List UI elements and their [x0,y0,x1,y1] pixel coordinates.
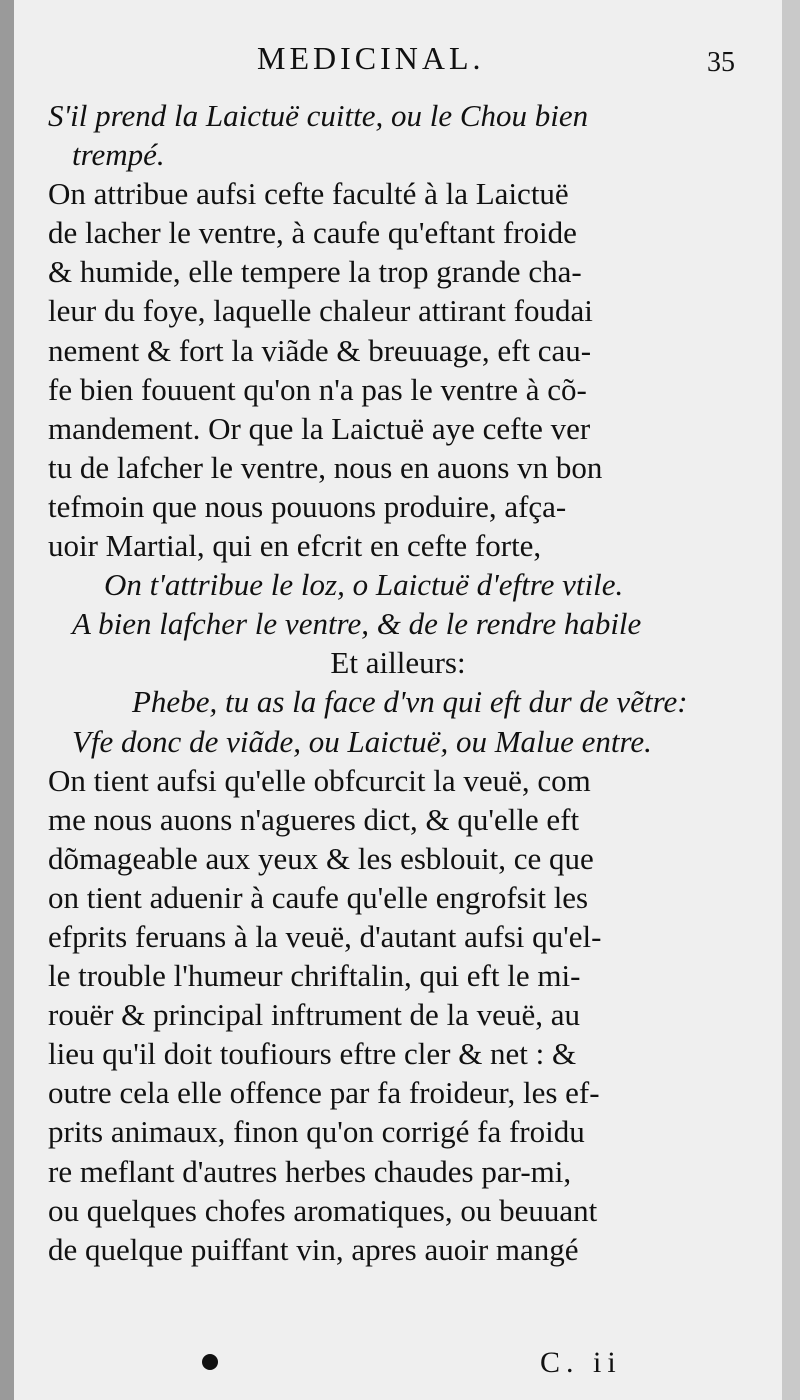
text-line: ou quelques chofes aromatiques, ou beuuant [48,1192,598,1228]
text-line: fe bien fouuent qu'on n'a pas le ventre à cõ- [48,371,587,407]
verse-line: Vfe donc de viãde, ou Laictuë, ou Malue entre. [72,723,652,759]
text-line: de quelque puiffant vin, apres auoir mangé [48,1231,579,1267]
text-line: de lacher le ventre, à caufe qu'eftant froide [48,215,577,251]
text-line: on tient aduenir à caufe qu'elle engrofsit les [48,879,589,915]
text-line: outre cela elle offence par fa froideur, les ef- [48,1075,600,1111]
text-line: me nous auons n'agueres dict, & qu'elle eft [48,801,580,837]
text-line: nement & fort la viãde & breuuage, eft cau- [48,332,592,368]
text-line: & humide, elle tempere la trop grande cha- [48,254,582,290]
text-line: dõmageable aux yeux & les esblouit, ce que [48,840,594,876]
page-header [0,38,800,88]
text-line: efprits feruans à la veuë, d'autant aufsi qu'el- [48,918,602,954]
running-head: MEDICINAL. [257,40,485,76]
text-line: leur du foye, laquelle chaleur attirant foudai [48,293,593,329]
text-line: tu de lafcher le ventre, nous en auons vn bon [48,449,603,485]
text-line: uoir Martial, qui en efcrit en cefte forte, [48,528,542,564]
text-line: S'il prend la Laictuë cuitte, ou le Chou bien [48,98,589,133]
text-line: trempé. [72,137,165,173]
text-line: On attribue aufsi cefte faculté à la Laictuë [48,176,569,212]
signature-mark: C. ii [540,1346,622,1379]
text-line: On tient aufsi qu'elle obfcurcit la veuë, com [48,762,591,798]
text-line: tefmoin que nous pouuons produire, afça- [48,488,567,524]
bullet-ornament [202,1354,218,1370]
page-footer [0,1345,800,1385]
body-text [48,96,748,1269]
text-line: rouër & principal inftrument de la veuë, au [48,997,580,1033]
text-line: le trouble l'humeur chriftalin, qui eft le mi- [48,958,581,994]
verse-line: On t'attribue le loz, o Laictuë d'eftre vtile. [104,567,624,603]
text-line: Et ailleurs: [330,645,466,681]
verse-line: Phebe, tu as la face d'vn qui eft dur de vẽtre: [132,684,688,720]
verse-line: A bien lafcher le ventre, & de le rendre habile [72,606,642,642]
text-line: lieu qu'il doit toufiours eftre cler & net : & [48,1036,577,1072]
page-number: 35 [707,47,735,78]
text-line: re meflant d'autres herbes chaudes par-mi, [48,1153,572,1189]
text-line: mandement. Or que la Laictuë aye cefte ver [48,410,591,446]
text-line: prits animaux, finon qu'on corrigé fa froidu [48,1114,585,1150]
